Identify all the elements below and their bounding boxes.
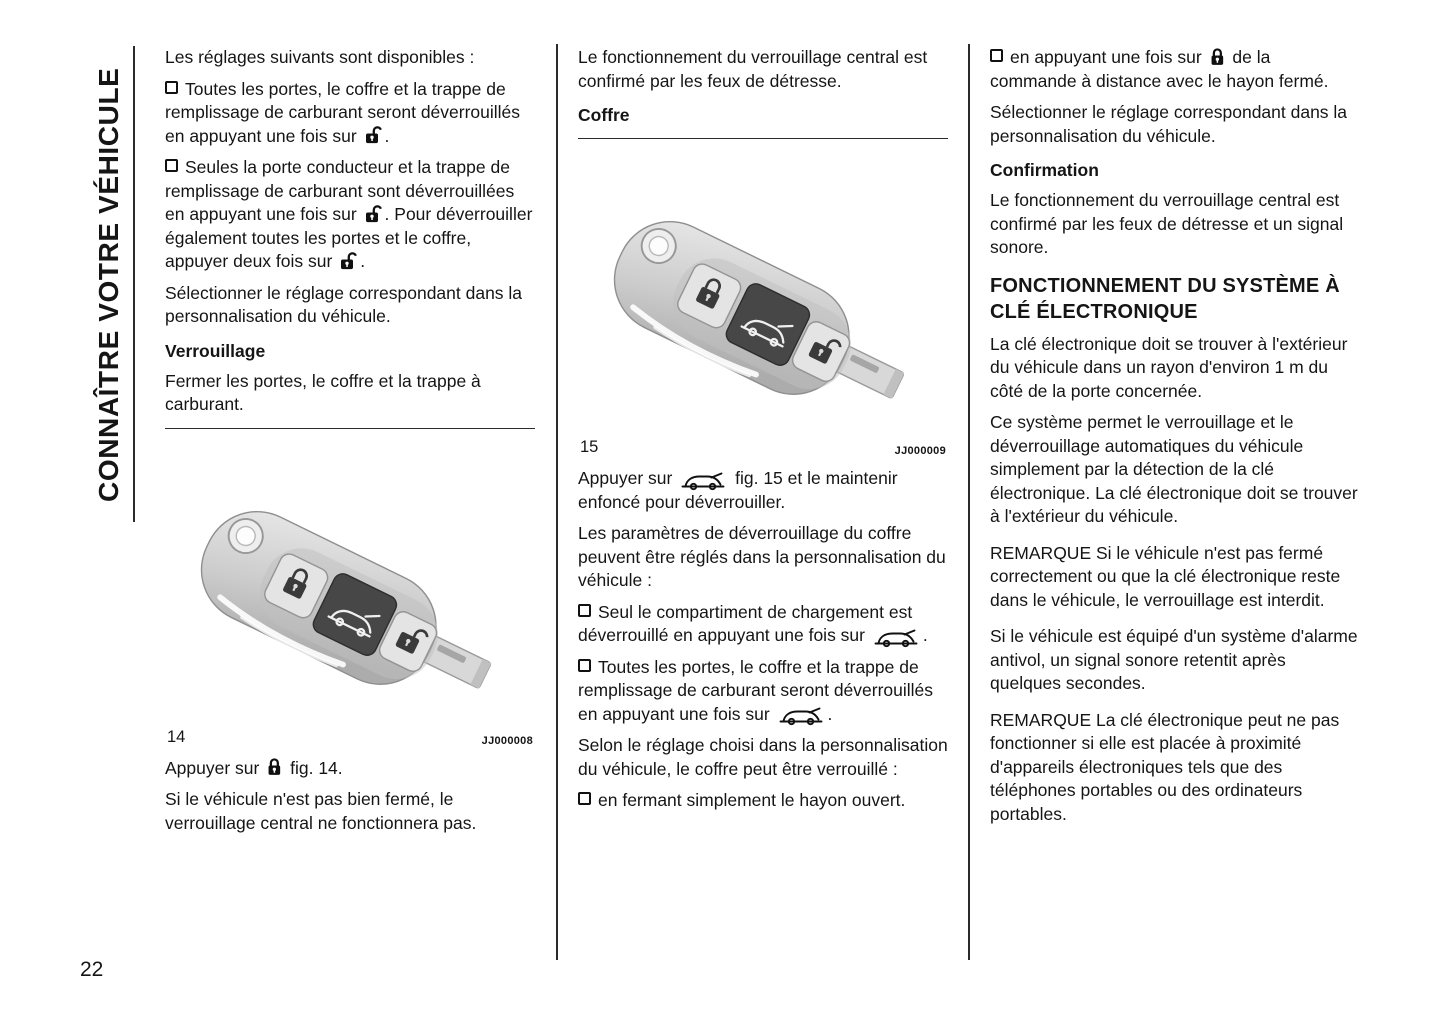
intro-text: Les réglages suivants sont disponibles :: [165, 47, 475, 67]
text: Les paramètres de déverrouillage du coffre peuvent être réglés dans la personnalisation du véhicule :: [578, 523, 946, 590]
bullet-text: Toutes les portes, le coffre et la trappe de remplissage de carburant seront déverrouillés en appuyant une fois sur: [165, 78, 521, 146]
paragraph: [578, 734, 948, 781]
square-bullet-icon: [165, 81, 178, 94]
paragraph: [990, 542, 1360, 613]
figure-caption: [167, 728, 533, 747]
paragraph: [990, 411, 1360, 529]
unlock-icon: [340, 251, 357, 270]
bullet-text: de la commande à distance avec le hayon fermé.: [990, 47, 1329, 91]
square-bullet-icon: [578, 659, 591, 672]
paragraph: [990, 189, 1360, 260]
paragraph: [165, 370, 535, 417]
text: La clé électronique doit se trouver à l'extérieur du véhicule dans un rayon d'environ 1 m du côté de la porte concernée.: [990, 333, 1348, 401]
text: Le fonctionnement du verrouillage central est confirmé par les feux de détresse.: [578, 47, 928, 91]
text: Ce système permet le verrouillage et le déverrouillage automatiques du véhicule simplement par la détection de la clé électronique. La clé électronique doit se trouver à l'extérieur du véhicule.: [990, 412, 1358, 526]
subsection-heading: Coffre: [578, 105, 630, 125]
text: Le fonctionnement du verrouillage central est confirmé par les feux de détresse et un signal sonore.: [990, 190, 1344, 257]
column-divider: [556, 44, 558, 960]
trunk-open-icon: [680, 472, 727, 491]
figure-code: JJ000008: [481, 734, 533, 747]
trunk-open-icon: [873, 629, 920, 648]
paragraph: [165, 788, 535, 835]
square-bullet-icon: [165, 159, 178, 172]
figure-code: JJ000009: [894, 445, 946, 457]
figure-key-remote: [578, 147, 948, 436]
column-1: [165, 46, 535, 843]
bullet-item: [578, 601, 948, 648]
text: Si le véhicule n'est pas bien fermé, le verrouillage central ne fonctionnera pas.: [165, 789, 477, 833]
figure-number: 15: [580, 438, 599, 456]
square-bullet-icon: [990, 49, 1003, 62]
chapter-label: CONNAÎTRE VOTRE VÉHICULE: [93, 67, 124, 503]
bullet-text: . Pour déverrouiller également toutes les portes et le coffre, appuyer deux fois sur: [165, 204, 533, 271]
bullet-item: [990, 46, 1360, 93]
unlock-icon: [365, 125, 382, 144]
key-remote-illustration: [185, 437, 515, 721]
paragraph: [165, 46, 535, 70]
paragraph: [990, 333, 1360, 404]
bullet-text: .: [384, 125, 390, 146]
text: Si le véhicule est équipé d'un système d'alarme antivol, un signal sonore retentit après quelques secondes.: [990, 626, 1358, 693]
paragraph: [578, 46, 948, 93]
figure-key-remote: [165, 437, 535, 726]
paragraph: [990, 101, 1360, 148]
text: Sélectionner le réglage correspondant dans la personnalisation du véhicule.: [165, 282, 523, 326]
key-remote-illustration: [598, 147, 928, 431]
unlock-icon: [365, 204, 382, 223]
column-divider: [968, 44, 970, 960]
text: REMARQUE La clé électronique peut ne pas fonctionner si elle est placée à proximité d'appareils électroniques tels que des téléphones portables ou des ordinateurs portables.: [990, 709, 1340, 824]
paragraph: [578, 522, 948, 593]
column-3: [990, 46, 1360, 834]
text: Selon le réglage choisi dans la personnalisation du véhicule, le coffre peut être verrouillé :: [578, 735, 948, 779]
bullet-text: en fermant simplement le hayon ouvert.: [598, 790, 906, 810]
column-2: [578, 46, 948, 821]
text: Fermer les portes, le coffre et la trappe à carburant.: [165, 370, 481, 414]
square-bullet-icon: [578, 792, 591, 805]
paragraph: [990, 625, 1360, 696]
bullet-item: [165, 156, 535, 274]
paragraph: [990, 709, 1360, 827]
page-number: 22: [80, 958, 104, 981]
square-bullet-icon: [578, 604, 591, 617]
bullet-text: Seules la porte conducteur et la trappe de remplissage de carburant sont déverrouillées en appuyant une fois sur: [165, 157, 515, 224]
bullet-text: .: [360, 251, 366, 271]
text: Sélectionner le réglage correspondant dans la personnalisation du véhicule.: [990, 102, 1348, 146]
text: fig. 15 et le maintenir enfoncé pour déverrouiller.: [578, 468, 898, 512]
text: Appuyer sur: [165, 757, 260, 778]
bullet-text: .: [922, 625, 928, 645]
paragraph: [165, 757, 535, 781]
lock-icon: [267, 757, 282, 776]
paragraph: [165, 282, 535, 329]
section-heading: FONCTIONNEMENT DU SYSTÈME À CLÉ ÉLECTRONIQUE: [990, 274, 1340, 323]
bullet-text: en appuyant une fois sur: [1010, 47, 1202, 67]
paragraph: [578, 467, 948, 514]
chapter-divider-line: [133, 46, 135, 522]
figure-separator-line: [165, 428, 535, 429]
trunk-open-icon: [778, 707, 825, 726]
figure-caption: [580, 438, 946, 457]
bullet-text: .: [827, 703, 833, 724]
bullet-item: [578, 656, 948, 727]
text: REMARQUE Si le véhicule n'est pas fermé correctement ou que la clé électronique reste dans le véhicule, le verrouillage est interdit.: [990, 542, 1341, 610]
figure-number: 14: [167, 727, 186, 746]
figure-separator-line: [578, 138, 948, 139]
bullet-text: Toutes les portes, le coffre et la trappe de remplissage de carburant seront déverrouillés en appuyant une fois sur: [578, 656, 934, 724]
bullet-item: [165, 78, 535, 149]
subsection-heading: Verrouillage: [165, 340, 266, 361]
text: fig. 14.: [290, 757, 343, 778]
subsection-heading: Confirmation: [990, 160, 1099, 180]
lock-icon: [1210, 47, 1225, 66]
bullet-item: [578, 789, 948, 813]
text: Appuyer sur: [578, 468, 673, 488]
bullet-text: Seul le compartiment de chargement est déverrouillé en appuyant une fois sur: [578, 601, 913, 645]
